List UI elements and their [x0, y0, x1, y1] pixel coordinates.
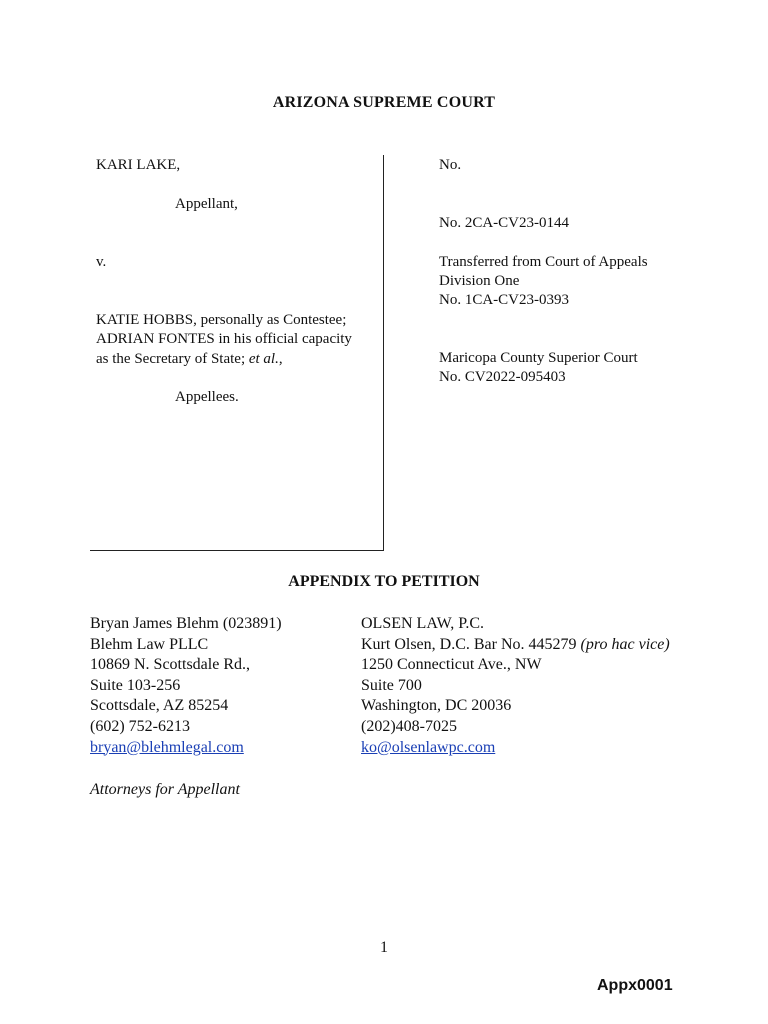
counsel-left-address-2: Suite 103-256 [90, 676, 181, 694]
appellees-role: Appellees. [175, 389, 239, 405]
court-title: ARIZONA SUPREME COURT [272, 94, 496, 111]
document-title: APPENDIX TO PETITION [288, 573, 480, 590]
counsel-left-firm: Blehm Law PLLC [90, 635, 209, 653]
case-number-superior: No. CV2022-095403 [439, 369, 566, 385]
superior-court: Maricopa County Superior Court [439, 350, 638, 366]
counsel-right-email-link[interactable]: ko@olsenlawpc.com [361, 738, 496, 756]
counsel-right-name: Kurt Olsen, D.C. Bar No. 445279 [361, 635, 581, 653]
counsel-right-address-1: 1250 Connecticut Ave., NW [361, 656, 542, 674]
counsel-left-city: Scottsdale, AZ 85254 [90, 697, 229, 715]
counsel-right-firm: OLSEN LAW, P.C. [361, 615, 485, 632]
counsel-left [90, 614, 282, 758]
counsel-right-name-line [361, 635, 670, 656]
transferred-line-1: Transferred from Court of Appeals [439, 254, 648, 270]
caption-divider-vertical [383, 155, 384, 551]
pro-hac-vice: (pro hac vice) [580, 635, 670, 653]
appellees-line-3 [96, 350, 283, 369]
counsel-left-name: Bryan James Blehm (023891) [90, 615, 282, 632]
appellant-name: KARI LAKE, [96, 157, 181, 173]
case-number-blank: No. [439, 157, 462, 173]
attorneys-for: Attorneys for Appellant [90, 781, 240, 798]
counsel-right-phone: (202)408-7025 [361, 717, 457, 735]
counsel-right-address-2: Suite 700 [361, 676, 422, 694]
bates-number: Appx0001 [597, 977, 673, 994]
case-number-appeals: No. 1CA-CV23-0393 [439, 292, 569, 308]
transferred-line-2: Division One [439, 273, 520, 289]
appellees-line-2: ADRIAN FONTES in his official capacity [96, 331, 352, 347]
appellant-role: Appellant, [175, 196, 238, 212]
versus: v. [96, 254, 107, 270]
counsel-left-phone: (602) 752-6213 [90, 717, 190, 735]
et-al: et al. [248, 351, 279, 367]
counsel-left-email-link[interactable]: bryan@blehmlegal.com [90, 738, 244, 756]
appellees-line-3-suffix: , [278, 351, 283, 367]
appellees-line-1: KATIE HOBBS, personally as Contestee; [96, 312, 347, 328]
caption-divider-horizontal [90, 550, 384, 551]
counsel-right [361, 614, 670, 758]
case-number-supreme: No. 2CA-CV23-0144 [439, 215, 569, 231]
counsel-right-city: Washington, DC 20036 [361, 697, 512, 715]
appellees-line-3-text: as the Secretary of State; [96, 351, 249, 367]
page-number: 1 [380, 939, 388, 956]
counsel-left-address-1: 10869 N. Scottsdale Rd., [90, 656, 250, 674]
